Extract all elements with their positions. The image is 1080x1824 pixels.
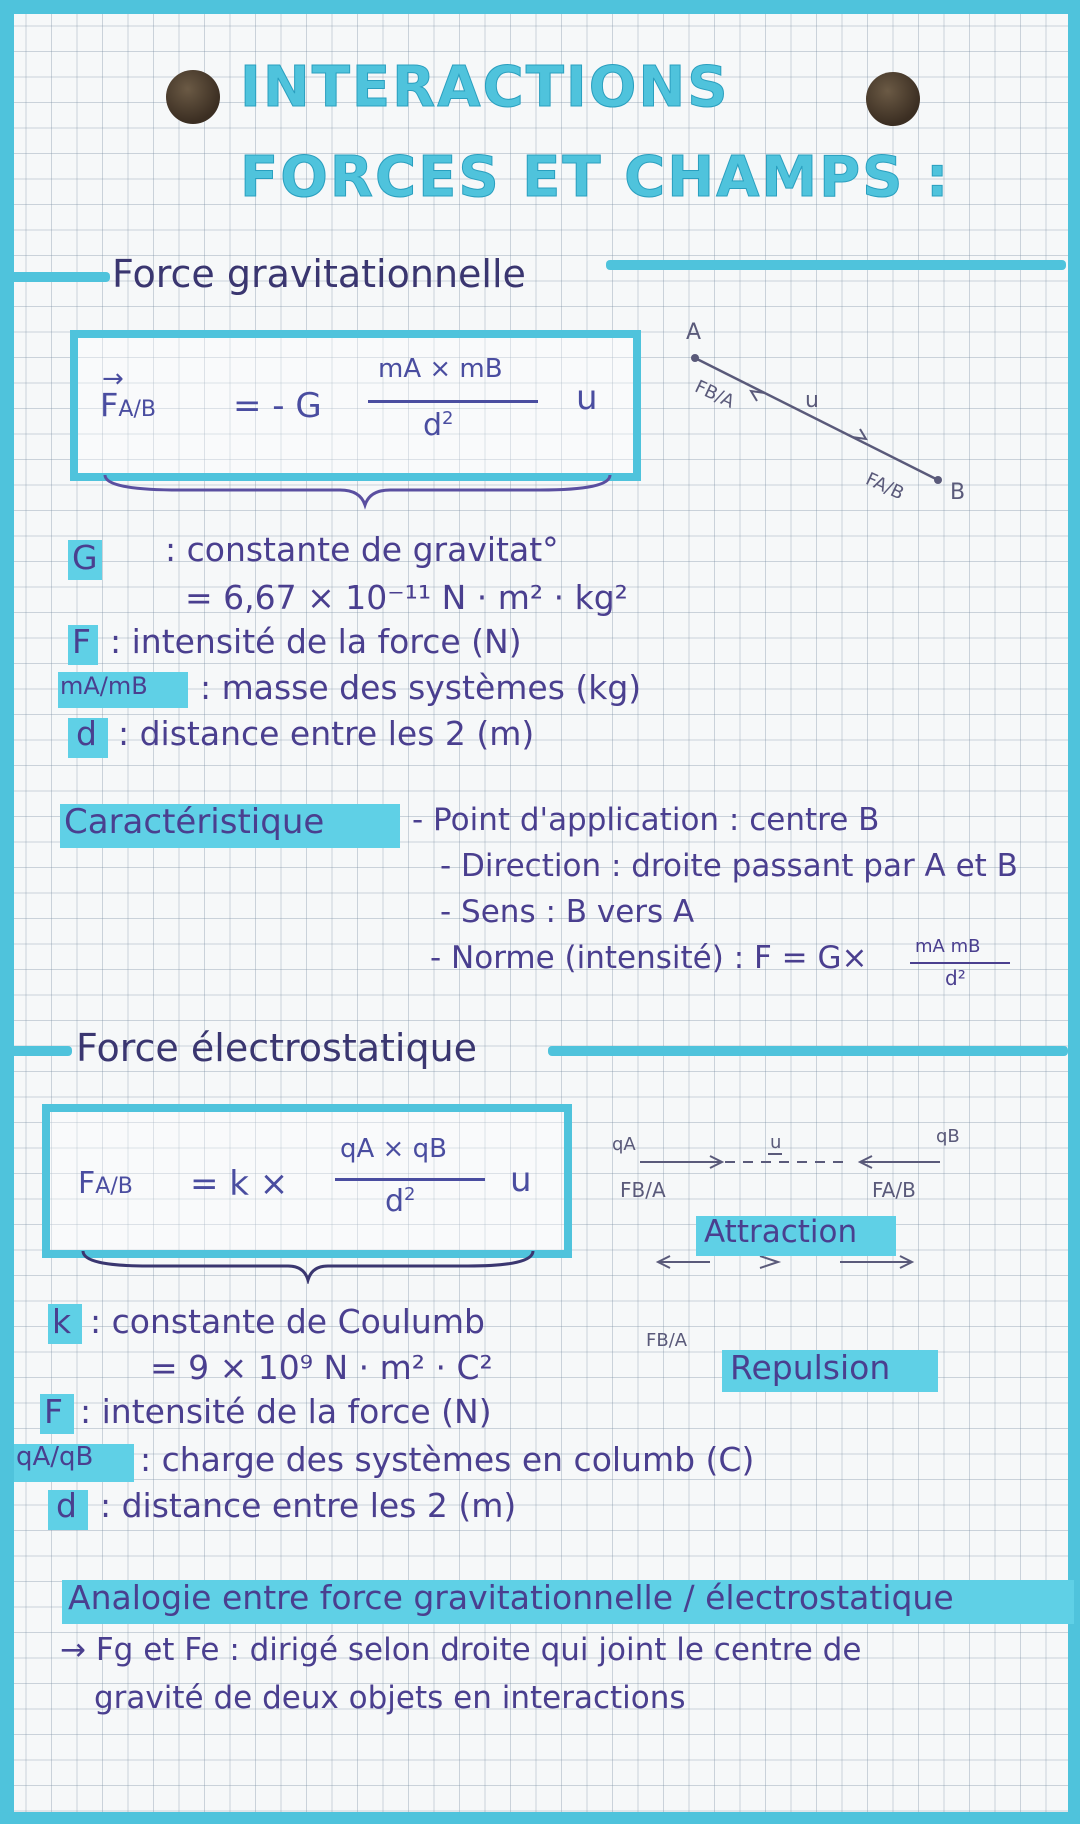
norm-denominator: d² — [945, 966, 966, 990]
def-g-text: : constante de gravitat° — [165, 530, 559, 569]
def-ed-symbol: d — [56, 1486, 77, 1525]
def-d-symbol: d — [76, 714, 97, 753]
def-ef-symbol: F — [44, 1392, 63, 1431]
diagram-label-fba: FB/A — [691, 376, 738, 413]
analogy-line1: → Fg et Fe : dirigé selon droite qui joint le centre de — [60, 1632, 862, 1668]
def-k-value: = 9 × 10⁹ N · m² · C² — [150, 1348, 493, 1387]
formula-unit-vector: u — [576, 378, 598, 418]
formula-brace — [100, 470, 620, 510]
e-formula-force-symbol: F — [78, 1166, 96, 1201]
def-d-text: : distance entre les 2 (m) — [118, 714, 535, 753]
formula-denominator-d: d — [423, 408, 443, 443]
def-charges-text: : charge des systèmes en columb (C) — [140, 1440, 755, 1479]
formula-denominator — [423, 408, 454, 443]
def-ed-text: : distance entre les 2 (m) — [100, 1486, 517, 1525]
diagram-point-b: B — [950, 480, 966, 505]
frame-bottom — [0, 1812, 1080, 1824]
characteristics-item-direction: - Direction : droite passant par A et B — [440, 848, 1018, 884]
norm-fraction-bar — [910, 962, 1010, 964]
formula-denominator-exp: 2 — [442, 408, 454, 429]
punch-hole-left — [166, 70, 220, 124]
diagram-label-fab: FA/B — [862, 468, 908, 505]
formula-fraction-bar — [368, 400, 538, 403]
frame-right — [1068, 0, 1080, 1824]
formula-vector-arrow: → — [102, 364, 124, 394]
characteristics-item-sens: - Sens : B vers A — [440, 894, 695, 930]
section-divider-gravitation-right — [606, 260, 1066, 270]
diagram-point-a: A — [686, 320, 702, 345]
e-formula-fraction-bar — [335, 1178, 485, 1181]
norm-numerator: mA mB — [915, 936, 981, 957]
def-k-text: : constante de Coulumb — [90, 1302, 485, 1341]
def-charges-symbol: qA/qB — [16, 1442, 94, 1472]
diagram-label-u: u — [805, 388, 819, 413]
e-formula-equals-k: = k × — [190, 1164, 289, 1204]
def-g-value: = 6,67 × 10⁻¹¹ N · m² · kg² — [185, 578, 628, 617]
electrostatic-formula-box — [42, 1104, 572, 1258]
def-masses-symbol: mA/mB — [60, 672, 148, 700]
page-title-line2: FORCES ET CHAMPS : — [240, 145, 951, 210]
characteristics-label: Caractéristique — [64, 802, 325, 842]
e-formula-denominator-d: d — [385, 1184, 405, 1219]
formula-force-subscript: A/B — [118, 397, 156, 422]
def-g-symbol: G — [72, 538, 98, 577]
e-diagram-u: u — [770, 1132, 782, 1153]
section-divider-electro-left — [10, 1046, 72, 1056]
formula-force-symbol: F — [100, 386, 119, 424]
e-formula-lhs — [78, 1166, 133, 1201]
attraction-label: Attraction — [704, 1214, 858, 1250]
formula-lhs — [100, 364, 156, 424]
formula-equals-g: = - G — [233, 386, 322, 426]
def-f-symbol: F — [72, 622, 91, 661]
section-divider-gravitation-left — [10, 272, 110, 282]
def-ef-text: : intensité de la force (N) — [80, 1392, 492, 1431]
analogy-line2: gravité de deux objets en interactions — [94, 1680, 686, 1716]
electrostatic-heading: Force électrostatique — [76, 1026, 478, 1070]
def-masses-text: : masse des systèmes (kg) — [200, 668, 642, 707]
section-divider-electro-right — [548, 1046, 1068, 1056]
characteristics-item-norme: - Norme (intensité) : F = G× — [430, 940, 868, 976]
e-formula-brace — [78, 1246, 538, 1284]
e-diagram-repulsion-fba: FB/A — [646, 1330, 688, 1351]
e-diagram-qa: qA — [612, 1134, 636, 1155]
e-diagram-qb: qB — [936, 1126, 960, 1147]
e-formula-denominator — [385, 1184, 416, 1219]
e-formula-unit-vector: u — [510, 1160, 532, 1200]
page-title-line1: INTERACTIONS — [240, 55, 730, 120]
e-diagram-fba: FB/A — [620, 1178, 666, 1202]
punch-hole-right — [866, 72, 920, 126]
gravitation-diagram — [670, 320, 990, 520]
characteristics-item-point: - Point d'application : centre B — [412, 802, 880, 838]
e-formula-denominator-exp: 2 — [404, 1184, 416, 1205]
formula-numerator: mA × mB — [378, 354, 503, 384]
gravitation-heading: Force gravitationnelle — [112, 252, 526, 296]
e-diagram-fab: FA/B — [872, 1178, 916, 1202]
frame-top — [0, 0, 1080, 14]
def-f-text: : intensité de la force (N) — [110, 622, 522, 661]
def-k-symbol: k — [52, 1302, 72, 1341]
e-formula-numerator: qA × qB — [340, 1134, 447, 1164]
repulsion-label: Repulsion — [730, 1348, 891, 1387]
analogy-heading: Analogie entre force gravitationnelle / électrostatique — [68, 1578, 954, 1617]
e-formula-force-subscript: A/B — [95, 1174, 133, 1199]
gravitation-formula-box — [70, 330, 641, 481]
